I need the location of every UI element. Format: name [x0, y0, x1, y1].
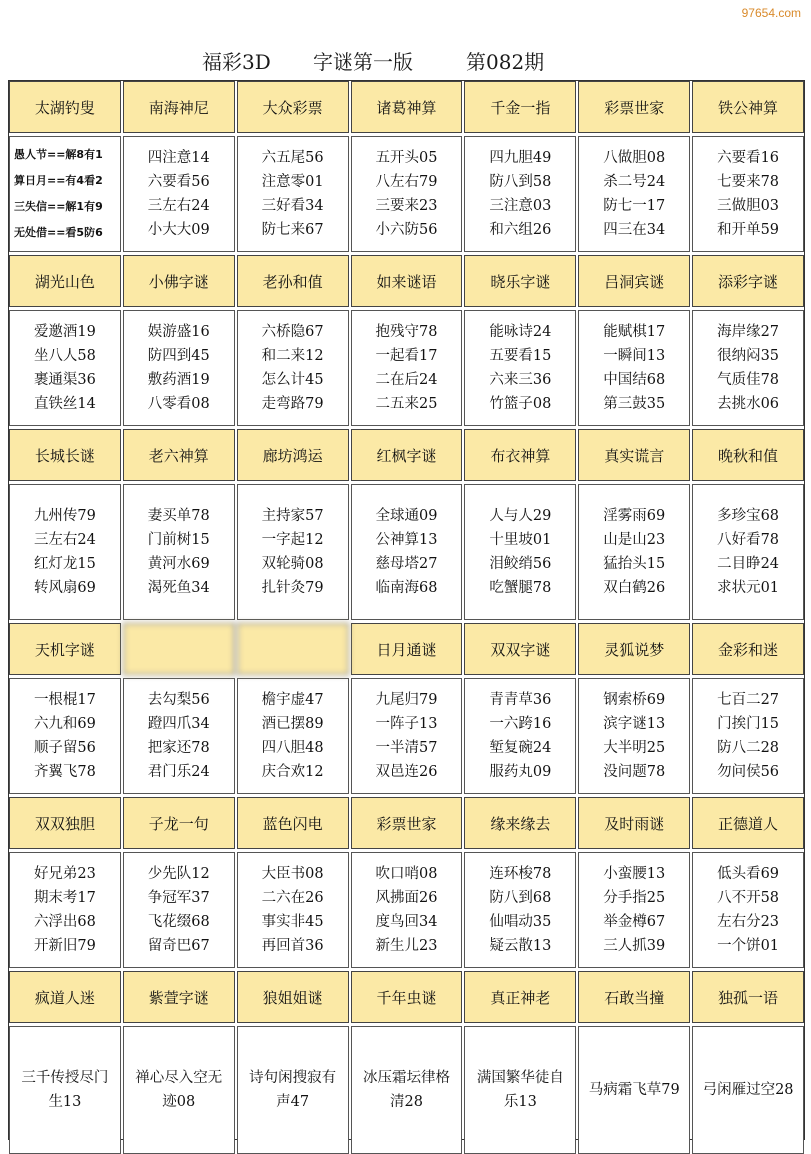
riddle-cell — [123, 678, 235, 794]
riddle-line: 一半清57 — [375, 740, 438, 756]
riddle-line: 防七来67 — [261, 222, 324, 238]
riddle-cell — [9, 678, 121, 794]
riddle-line: 和二来12 — [261, 348, 324, 364]
column-header: 小佛字谜 — [123, 255, 235, 307]
riddle-line: 一根棍17 — [33, 692, 96, 708]
column-header: 蓝色闪电 — [237, 797, 349, 849]
column-header: 红枫字谜 — [351, 429, 463, 481]
riddle-line: 四三在34 — [603, 222, 666, 238]
riddle-cell — [692, 310, 804, 426]
riddle-line: 一起看17 — [375, 348, 438, 364]
riddle-line: 中国结68 — [603, 372, 666, 388]
riddle-line: 弓闲雁过空28 — [702, 1082, 794, 1098]
column-header — [123, 623, 235, 675]
riddle-line: 临南海68 — [375, 580, 438, 596]
riddle-line: 生13 — [48, 1094, 82, 1110]
column-header: 吕洞宾谜 — [578, 255, 690, 307]
column-header: 布衣神算 — [464, 429, 576, 481]
riddle-line: 八做胆08 — [603, 150, 666, 166]
riddle-line: 很纳闷35 — [717, 348, 780, 364]
riddle-line: 四八胆48 — [261, 740, 324, 756]
riddle-line: 坐八人58 — [33, 348, 96, 364]
page-title — [0, 46, 811, 76]
riddle-line: 举金樽67 — [603, 914, 666, 930]
riddle-line: 蹬四爪34 — [147, 716, 210, 732]
column-header: 疯道人迷 — [9, 971, 121, 1023]
riddle-line: 六来三36 — [489, 372, 552, 388]
riddle-cell — [692, 136, 804, 252]
column-header: 真正神老 — [464, 971, 576, 1023]
riddle-line: 愚人节==解8有1 — [14, 148, 103, 161]
riddle-line: 红灯龙15 — [33, 556, 96, 572]
riddle-cell — [237, 678, 349, 794]
riddle-line: 六九和69 — [33, 716, 96, 732]
column-header: 老六神算 — [123, 429, 235, 481]
riddle-line: 青青草36 — [489, 692, 552, 708]
column-header: 南海神尼 — [123, 81, 235, 133]
riddle-line: 能咏诗24 — [489, 324, 552, 340]
riddle-line: 一字起12 — [261, 532, 324, 548]
riddle-line: 七百二27 — [717, 692, 780, 708]
riddle-line: 一个饼01 — [717, 938, 780, 954]
riddle-line: 六要看16 — [717, 150, 780, 166]
riddle-line: 四九胆49 — [489, 150, 552, 166]
riddle-line: 风拂面26 — [375, 890, 438, 906]
column-header: 大众彩票 — [237, 81, 349, 133]
riddle-cell — [237, 484, 349, 620]
riddle-line: 八不开58 — [717, 890, 780, 906]
riddle-line: 满国繁华徒自 — [476, 1070, 564, 1086]
riddle-line: 檐宇虚47 — [261, 692, 324, 708]
column-header: 铁公神算 — [692, 81, 804, 133]
riddle-line: 爱邀酒19 — [33, 324, 96, 340]
column-header: 双双字谜 — [464, 623, 576, 675]
riddle-line: 双轮骑08 — [261, 556, 324, 572]
riddle-line: 仙唱动35 — [489, 914, 552, 930]
riddle-line: 二在后24 — [375, 372, 438, 388]
riddle-line: 争冠军37 — [147, 890, 210, 906]
riddle-line: 气质佳78 — [717, 372, 780, 388]
riddle-line: 大半明25 — [603, 740, 666, 756]
riddle-line: 三好看34 — [261, 198, 324, 214]
riddle-line: 事实非45 — [261, 914, 324, 930]
riddle-line: 三左右24 — [33, 532, 96, 548]
riddle-line: 抱残守78 — [375, 324, 438, 340]
riddle-line: 主持家57 — [261, 508, 324, 524]
column-header: 子龙一句 — [123, 797, 235, 849]
riddle-line: 六浮出68 — [33, 914, 96, 930]
riddle-table — [8, 80, 805, 1140]
column-header: 天机字谜 — [9, 623, 121, 675]
riddle-line: 君门乐24 — [147, 764, 210, 780]
column-header: 晚秋和值 — [692, 429, 804, 481]
riddle-line: 注意零01 — [261, 174, 324, 190]
riddle-line: 妻买单78 — [147, 508, 210, 524]
riddle-cell — [692, 852, 804, 968]
column-header: 太湖钓叟 — [9, 81, 121, 133]
riddle-line: 渴死鱼34 — [147, 580, 210, 596]
column-header: 如来谜语 — [351, 255, 463, 307]
riddle-line: 二六在26 — [261, 890, 324, 906]
riddle-cell — [237, 1026, 349, 1154]
riddle-line: 少先队12 — [147, 866, 210, 882]
riddle-line: 禅心尽入空无 — [135, 1070, 223, 1086]
riddle-cell — [351, 678, 463, 794]
column-header: 紫萱字谜 — [123, 971, 235, 1023]
column-header: 日月通谜 — [351, 623, 463, 675]
riddle-line: 开新旧79 — [33, 938, 96, 954]
riddle-line: 度鸟回34 — [375, 914, 438, 930]
column-header: 狼姐姐谜 — [237, 971, 349, 1023]
watermark-text: 97654.com — [741, 6, 801, 20]
column-header: 晓乐字谜 — [464, 255, 576, 307]
riddle-line: 扎针灸79 — [261, 580, 324, 596]
riddle-line: 七要来78 — [717, 174, 780, 190]
riddle-line: 全球通09 — [375, 508, 438, 524]
riddle-line: 庆合欢12 — [261, 764, 324, 780]
riddle-line: 把家还78 — [147, 740, 210, 756]
riddle-line: 低头看69 — [717, 866, 780, 882]
riddle-line: 大臣书08 — [261, 866, 324, 882]
riddle-cell — [351, 310, 463, 426]
riddle-line: 八零看08 — [147, 396, 210, 412]
riddle-line: 分手指25 — [603, 890, 666, 906]
riddle-cell — [464, 310, 576, 426]
riddle-line: 娱游盛16 — [147, 324, 210, 340]
riddle-cell — [692, 484, 804, 620]
riddle-line: 去挑水06 — [717, 396, 780, 412]
riddle-line: 再回首36 — [261, 938, 324, 954]
riddle-line: 多珍宝68 — [717, 508, 780, 524]
riddle-line: 六桥隐67 — [261, 324, 324, 340]
column-header — [237, 623, 349, 675]
column-header: 诸葛神算 — [351, 81, 463, 133]
riddle-line: 六要看56 — [147, 174, 210, 190]
riddle-line: 敷药酒19 — [147, 372, 210, 388]
riddle-line: 小六防56 — [375, 222, 438, 238]
riddle-line: 走弯路79 — [261, 396, 324, 412]
riddle-cell — [123, 136, 235, 252]
riddle-line: 八好看78 — [717, 532, 780, 548]
riddle-line: 马病霜飞草79 — [588, 1082, 680, 1098]
riddle-cell — [464, 484, 576, 620]
riddle-line: 去勾梨56 — [147, 692, 210, 708]
riddle-line: 六五尾56 — [261, 150, 324, 166]
riddle-cell — [578, 1026, 690, 1154]
riddle-line: 求状元01 — [717, 580, 780, 596]
column-header: 缘来缘去 — [464, 797, 576, 849]
riddle-cell — [123, 1026, 235, 1154]
riddle-line: 三注意03 — [489, 198, 552, 214]
riddle-cell — [237, 310, 349, 426]
riddle-cell — [692, 1026, 804, 1154]
riddle-line: 服药丸09 — [489, 764, 552, 780]
riddle-line: 诗句闲搜寂有 — [249, 1070, 337, 1086]
riddle-line: 泪鲛绡56 — [489, 556, 552, 572]
riddle-line: 山是山23 — [603, 532, 666, 548]
column-header: 彩票世家 — [578, 81, 690, 133]
column-header: 石敢当撞 — [578, 971, 690, 1023]
column-header: 及时雨谜 — [578, 797, 690, 849]
riddle-line: 转风扇69 — [33, 580, 96, 596]
riddle-line: 酒已摆89 — [261, 716, 324, 732]
riddle-line: 防八到58 — [489, 174, 552, 190]
riddle-line: 无处借==看5防6 — [14, 226, 103, 239]
riddle-line: 三失信==解1有9 — [14, 200, 103, 213]
riddle-line: 慈母塔27 — [375, 556, 438, 572]
column-header: 老孙和值 — [237, 255, 349, 307]
riddle-line: 三人抓39 — [603, 938, 666, 954]
riddle-line: 九州传79 — [33, 508, 96, 524]
riddle-cell — [9, 1026, 121, 1154]
riddle-line: 五开头05 — [375, 150, 438, 166]
column-header: 彩票世家 — [351, 797, 463, 849]
column-header: 独孤一语 — [692, 971, 804, 1023]
riddle-line: 迹08 — [162, 1094, 196, 1110]
riddle-cell — [237, 852, 349, 968]
riddle-line: 九尾归79 — [375, 692, 438, 708]
riddle-line: 一瞬间13 — [603, 348, 666, 364]
riddle-line: 二目睁24 — [717, 556, 780, 572]
column-header: 千年虫谜 — [351, 971, 463, 1023]
riddle-line: 齐翼飞78 — [33, 764, 96, 780]
riddle-line: 三做胆03 — [717, 198, 780, 214]
riddle-line: 能赋棋17 — [603, 324, 666, 340]
riddle-cell — [9, 852, 121, 968]
riddle-line: 和开单59 — [717, 222, 780, 238]
column-header: 长城长谜 — [9, 429, 121, 481]
riddle-line: 清28 — [390, 1094, 423, 1110]
title-edition: 字谜第一版 — [313, 50, 413, 74]
title-lottery: 福彩3D — [202, 50, 271, 74]
riddle-line: 淫雾雨69 — [603, 508, 666, 524]
riddle-line: 三左右24 — [147, 198, 210, 214]
riddle-line: 吹口哨08 — [375, 866, 438, 882]
column-header: 金彩和迷 — [692, 623, 804, 675]
riddle-line: 海岸缘27 — [717, 324, 780, 340]
riddle-line: 防八到68 — [489, 890, 552, 906]
title-issue: 第082期 — [466, 50, 545, 74]
riddle-cell — [123, 310, 235, 426]
riddle-cell — [351, 484, 463, 620]
riddle-line: 第三鼓35 — [603, 396, 666, 412]
riddle-cell — [9, 136, 121, 252]
riddle-cell — [464, 678, 576, 794]
riddle-line: 期末考17 — [33, 890, 96, 906]
riddle-line: 三要来23 — [375, 198, 438, 214]
riddle-cell — [351, 852, 463, 968]
riddle-line: 顺子留56 — [33, 740, 96, 756]
column-header: 灵狐说梦 — [578, 623, 690, 675]
riddle-cell — [464, 1026, 576, 1154]
riddle-line: 怎么计45 — [261, 372, 324, 388]
riddle-line: 好兄弟23 — [33, 866, 96, 882]
riddle-line: 门挨门15 — [717, 716, 780, 732]
riddle-line: 冰压霜坛律格 — [362, 1070, 450, 1086]
column-header: 千金一指 — [464, 81, 576, 133]
riddle-line: 三千传授尽门 — [21, 1070, 109, 1086]
riddle-line: 杀二号24 — [603, 174, 666, 190]
column-header: 正德道人 — [692, 797, 804, 849]
riddle-line: 钢索桥69 — [603, 692, 666, 708]
riddle-line: 双邑连26 — [375, 764, 438, 780]
riddle-line: 四注意14 — [147, 150, 210, 166]
riddle-line: 一阵子13 — [375, 716, 438, 732]
riddle-cell — [578, 852, 690, 968]
riddle-line: 防四到45 — [147, 348, 210, 364]
riddle-line: 连环梭78 — [489, 866, 552, 882]
riddle-line: 双白鹤26 — [603, 580, 666, 596]
riddle-cell — [9, 310, 121, 426]
riddle-line: 直铁丝14 — [33, 396, 96, 412]
riddle-cell — [351, 1026, 463, 1154]
riddle-line: 算日月==有4看2 — [14, 174, 103, 187]
column-header: 添彩字谜 — [692, 255, 804, 307]
riddle-cell — [464, 852, 576, 968]
riddle-cell — [578, 484, 690, 620]
riddle-line: 和六组26 — [489, 222, 552, 238]
riddle-line: 黄河水69 — [147, 556, 210, 572]
column-header: 双双独胆 — [9, 797, 121, 849]
riddle-line: 五要看15 — [489, 348, 552, 364]
riddle-line: 一六跨16 — [489, 716, 552, 732]
riddle-cell — [237, 136, 349, 252]
column-header: 廊坊鸿运 — [237, 429, 349, 481]
riddle-line: 小蛮腰13 — [603, 866, 666, 882]
riddle-cell — [578, 678, 690, 794]
riddle-line: 滨字谜13 — [603, 716, 666, 732]
riddle-line: 八左右79 — [375, 174, 438, 190]
riddle-line: 防八二28 — [717, 740, 780, 756]
riddle-line: 十里坡01 — [489, 532, 552, 548]
riddle-line: 勿问侯56 — [717, 764, 780, 780]
riddle-cell — [578, 136, 690, 252]
column-header: 真实谎言 — [578, 429, 690, 481]
riddle-line: 吃蟹腿78 — [489, 580, 552, 596]
riddle-cell — [464, 136, 576, 252]
riddle-line: 声47 — [276, 1094, 310, 1110]
riddle-line: 门前树15 — [147, 532, 210, 548]
riddle-cell — [9, 484, 121, 620]
riddle-line: 留奇巴67 — [147, 938, 210, 954]
riddle-line: 二五来25 — [375, 396, 438, 412]
riddle-line: 新生儿23 — [375, 938, 438, 954]
riddle-cell — [123, 484, 235, 620]
column-header: 湖光山色 — [9, 255, 121, 307]
riddle-cell — [692, 678, 804, 794]
riddle-line: 防七一17 — [603, 198, 666, 214]
riddle-cell — [351, 136, 463, 252]
riddle-line: 人与人29 — [489, 508, 552, 524]
riddle-line: 飞花缀68 — [147, 914, 210, 930]
riddle-line: 疑云散13 — [489, 938, 552, 954]
riddle-cell — [123, 852, 235, 968]
riddle-cell — [578, 310, 690, 426]
riddle-line: 没问题78 — [603, 764, 666, 780]
riddle-line: 竹篮子08 — [489, 396, 552, 412]
riddle-line: 裹通渠36 — [33, 372, 96, 388]
riddle-line: 乐13 — [503, 1094, 537, 1110]
riddle-line: 小大大09 — [147, 222, 210, 238]
riddle-line: 公神算13 — [375, 532, 438, 548]
riddle-line: 堑复碗24 — [489, 740, 552, 756]
riddle-line: 猛抬头15 — [603, 556, 666, 572]
riddle-line: 左右分23 — [717, 914, 780, 930]
